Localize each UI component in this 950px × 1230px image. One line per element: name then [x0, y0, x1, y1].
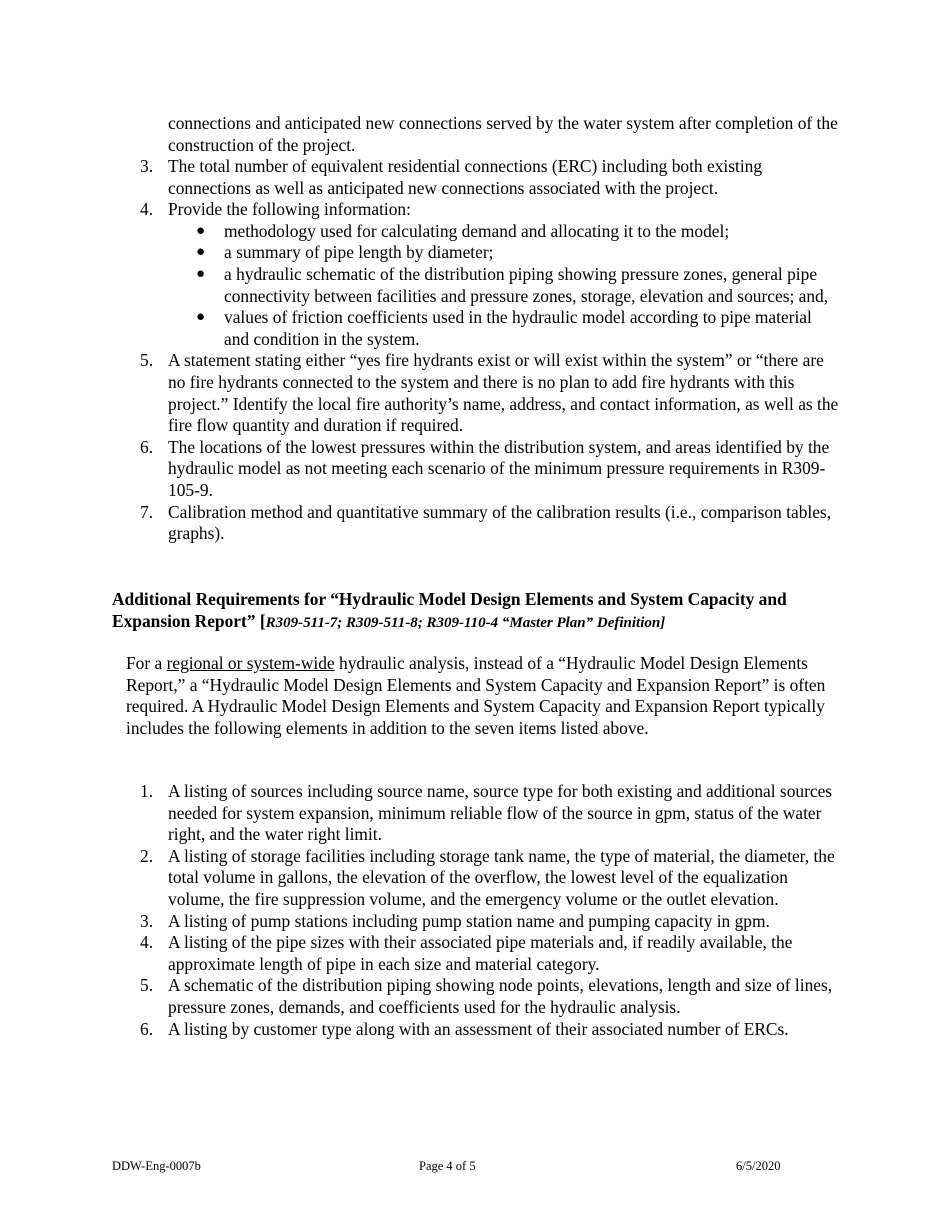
section-heading-title: Additional Requirements for “Hydraulic Model Design Elements and System Capacity and Expansion Report” [112, 589, 787, 631]
bullet-list [168, 221, 840, 351]
list-item [140, 932, 840, 975]
list-item-continuation: connections and anticipated new connections served by the water system after completion of the construction of the project. [168, 113, 838, 155]
requirements-list [140, 156, 840, 545]
list-item [140, 911, 840, 933]
bullet-item [168, 221, 840, 243]
list-item-text: A statement stating either “yes fire hydrants exist or will exist within the system” or “there are no fire hydrants connected to the system and there is no plan to add fire hydrants with this project.” Identify the local fire authority’s name, address, and contact information, as well as the fire flow quantity and duration if required. [168, 350, 839, 436]
list-number: 1. [140, 781, 154, 801]
list-item [140, 156, 840, 199]
list-number: 7. [140, 501, 154, 522]
list-item [140, 350, 840, 436]
footer-document-id: DDW-Eng-0007b [112, 1159, 201, 1173]
list-item-text: A listing of storage facilities including storage tank name, the type of material, the diameter, the total volume in gallons, the elevation of the overflow, the lowest level of the equalization volume, the fire suppression volume, and the emergency volume or the outlet elevation. [168, 845, 835, 909]
list-item [140, 1019, 840, 1041]
list-number: 3. [140, 156, 154, 176]
list-item-text: Calibration method and quantitative summary of the calibration results (i.e., comparison tables, graphs). [168, 501, 832, 544]
bullet-text: methodology used for calculating demand and allocating it to the model; [224, 220, 730, 241]
bullet-text: a summary of pipe length by diameter; [224, 242, 494, 263]
underlined-phrase: regional or system-wide [166, 653, 335, 673]
bullet-text: values of friction coefficients used in the hydraulic model according to pipe material and condition in the system. [224, 307, 812, 349]
bullet-icon: ● [196, 222, 206, 239]
list-item [140, 502, 840, 545]
list-item [140, 437, 840, 502]
bullet-text: a hydraulic schematic of the distribution piping showing pressure zones, general pipe connectivity between facilities and pressure zones, storage, elevation and sources; and, [224, 263, 829, 306]
list-number: 5. [140, 975, 154, 996]
list-item-text: Provide the following information: [168, 199, 411, 220]
footer-page-number: Page 4 of 5 [419, 1159, 476, 1173]
section-heading [112, 589, 852, 634]
paragraph-text: hydraulic analysis, instead of a “Hydraulic Model Design Elements Report,” a “Hydraulic Model Design Elements and System Capacity and Expansion Report” is often required. A Hydraulic Model Design Elements and System Capacity and Expansion Report typically includes the following elements in addition to the seven items listed above. [126, 653, 826, 738]
additional-elements-list [140, 781, 840, 1040]
list-number: 5. [140, 350, 154, 371]
list-item-text: A listing of sources including source name, source type for both existing and additional sources needed for system expansion, minimum reliable flow of the source in gpm, status of the water right, and the water right limit. [168, 781, 833, 845]
list-number: 4. [140, 199, 154, 220]
list-item-text: The locations of the lowest pressures within the distribution system, and areas identified by the hydraulic model as not meeting each scenario of the minimum pressure requirements in R309-105-9. [168, 436, 830, 500]
list-number: 3. [140, 910, 154, 931]
paragraph-text: For a [126, 653, 167, 673]
list-number: 4. [140, 932, 154, 953]
list-item [140, 781, 840, 846]
list-item [140, 975, 840, 1018]
list-item [140, 199, 840, 350]
section-citation: R309-511-7; R309-511-8; R309-110-4 “Master Plan” Definition] [265, 614, 666, 631]
list-item-text: A listing by customer type along with an assessment of their associated number of ERCs. [168, 1018, 789, 1039]
bullet-item [168, 307, 840, 350]
bullet-item [168, 242, 840, 264]
list-item [140, 846, 840, 911]
list-item-text: A schematic of the distribution piping showing node points, elevations, length and size of lines, pressure zones, demands, and coefficients used for the hydraulic analysis. [168, 975, 833, 1017]
list-number: 6. [140, 436, 154, 457]
bullet-icon: ● [196, 265, 206, 282]
list-item-text: A listing of the pipe sizes with their associated pipe materials and, if readily available, the approximate length of pipe in each size and material category. [168, 932, 793, 974]
footer-date: 6/5/2020 [736, 1159, 781, 1173]
list-number: 2. [140, 845, 154, 866]
list-number: 6. [140, 1018, 154, 1039]
list-item-text: The total number of equivalent residential connections (ERC) including both existing connections as well as anticipated new connections associated with the project. [168, 156, 763, 198]
citation-bracket: [ [255, 610, 266, 631]
bullet-icon: ● [196, 244, 206, 261]
list-item-text: A listing of pump stations including pump station name and pumping capacity in gpm. [168, 910, 770, 931]
bullet-icon: ● [196, 309, 206, 326]
intro-paragraph [126, 653, 846, 739]
bullet-item [168, 264, 840, 307]
